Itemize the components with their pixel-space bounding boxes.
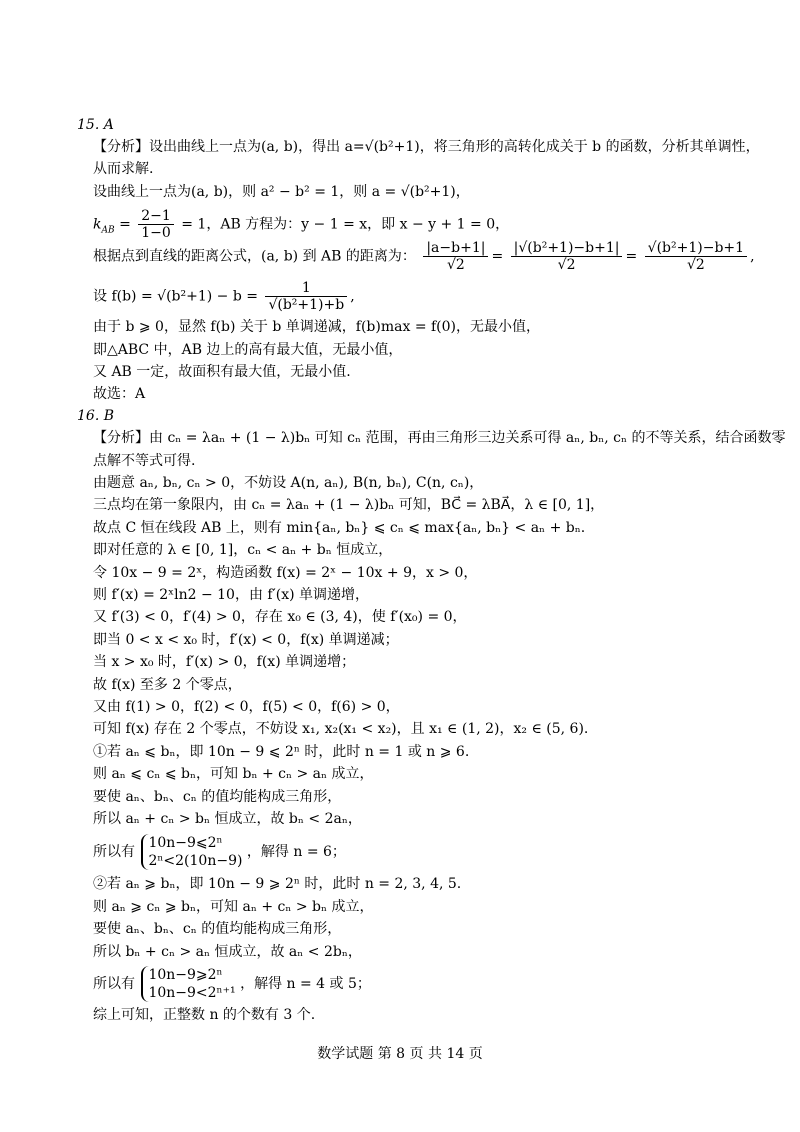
problem-16-answer: 16. B: [77, 408, 115, 424]
p15-line6: 设 f(b) = √(b²+1) − b = $\frac{1}{\text{√(b²+1)+b}}$ ,: [93, 280, 355, 313]
p15-fb-fraction: [265, 280, 347, 313]
p15-line3: 设曲线上一点为(a, b)，则 a² − b² = 1，则 a = √(b²+1)，: [93, 184, 470, 200]
p15-fb-denominator: √(b²+1)+b: [268, 297, 345, 313]
p16-line16: 则 aₙ ⩽ cₙ ⩽ bₙ，可知 bₙ + cₙ > aₙ 成立，: [93, 766, 374, 782]
p16-line21: 则 aₙ ⩾ cₙ ⩾ bₙ，可知 aₙ + cₙ > bₙ 成立，: [93, 899, 374, 915]
p15-line10: 故选：A: [93, 386, 146, 402]
p16-line25: 综上可知，正整数 n 的个数有 3 个.: [93, 1007, 316, 1023]
p15-f1-numerator: |a−b+1|: [423, 240, 488, 257]
p16-analysis-line1: 【分析】由 cₙ = λaₙ + (1 − λ)bₙ 可知 cₙ 范围，再由三角形三边关系可得 aₙ, bₙ, cₙ 的不等关系，结合函数零: [93, 430, 786, 446]
p16-line22: 要使 aₙ、bₙ、cₙ 的值均能构成三角形，: [93, 921, 342, 937]
p16-line14: 可知 f(x) 存在 2 个零点，不妨设 x₁, x₂(x₁ < x₂)，且 x₁ ∈ (1, 2)，x₂ ∈ (5, 6).: [93, 721, 589, 737]
page-footer: 数学试题 第 8 页 共 14 页: [317, 1046, 483, 1062]
p15-line8: 即△ABC 中，AB 边上的高有最大值，无最小值，: [93, 342, 403, 358]
p16-sys1-prefix: 所以有: [93, 844, 135, 860]
p16-line8: 则 f′(x) = 2ˣln2 − 10，由 f′(x) 单调递增，: [93, 587, 370, 603]
p16-line12: 故 f(x) 至多 2 个零点，: [93, 677, 242, 693]
p15-line4: [93, 208, 509, 241]
problem-15-answer: 15. A: [77, 117, 114, 133]
p15-slope-denominator: 1−0: [141, 225, 171, 241]
p15-line9: 又 AB 一定，故面积有最大值，无最小值.: [93, 364, 351, 380]
p16-line23: 所以 bₙ + cₙ > aₙ 恒成立，故 aₙ < 2bₙ，: [93, 944, 362, 960]
p15-distance-fraction-1: [423, 240, 488, 273]
p16-line20: ②若 aₙ ⩾ bₙ，即 10n − 9 ⩾ 2ⁿ 时，此时 n = 2, 3, 4, 5.: [93, 876, 462, 892]
p15-line6-text: 设 f(b) = √(b²+1) − b =: [93, 288, 258, 305]
p16-line5: 故点 C 恒在线段 AB 上，则有 min{aₙ, bₙ} ⩽ cₙ ⩽ max{aₙ, bₙ} < aₙ + bₙ.: [93, 520, 586, 536]
p16-line7: 令 10x − 9 = 2ˣ，构造函数 f(x) = 2ˣ − 10x + 9，x > 0，: [93, 565, 478, 581]
p15-distance-fraction-2: [511, 240, 623, 273]
p16-sys2-bottom: 10n−9<2ⁿ⁺¹: [148, 985, 236, 1001]
p15-analysis-line1: 【分析】设出曲线上一点为(a, b)，得出 a=√(b²+1)，将三角形的高转化成关于 b 的函数，分析其单调性，: [93, 139, 760, 155]
p15-distance-fraction-3: [645, 240, 747, 273]
p16-line11: 当 x > x₀ 时，f′(x) > 0，f(x) 单调递增；: [93, 654, 356, 670]
p16-system-2: [93, 966, 371, 1002]
p16-line10: 即当 0 < x < x₀ 时，f′(x) < 0，f(x) 单调递减；: [93, 632, 399, 648]
p15-f1-denominator: √2: [446, 257, 465, 273]
p16-sys1-bottom: 2ⁿ<2(10n−9): [148, 853, 243, 869]
p16-sys1-top: 10n−9⩽2ⁿ: [148, 835, 223, 851]
p16-sys2-suffix: ，解得 n = 4 或 5；: [240, 976, 371, 992]
p16-line4: 三点均在第一象限内，由 cₙ = λaₙ + (1 − λ)bₙ 可知，BC⃗ = λBA⃗，λ ∈ [0, 1]，: [93, 497, 605, 513]
p16-analysis-line2: 点解不等式可得.: [93, 453, 196, 469]
p15-line5: 根据点到直线的距离公式，(a, b) 到 AB 的距离为： $\frac{|a-b+1|}{√2}$ = $\frac{\text{|√(b²+1)−b+1|}}{√2}$ = $\frac{\text{√(b²+1)−b+1}}{√2}$ ,: [93, 240, 755, 273]
p16-line18: 所以 aₙ + cₙ > bₙ 恒成立，故 bₙ < 2aₙ，: [93, 811, 362, 827]
p15-analysis-line2: 从而求解.: [93, 161, 154, 177]
p16-system-1: [93, 834, 346, 870]
p15-slope-numerator: 2−1: [138, 208, 174, 225]
p15-f3-numerator: √(b²+1)−b+1: [645, 240, 747, 257]
p16-sys2-top: 10n−9⩾2ⁿ: [148, 967, 223, 983]
p16-sys2-brace: [141, 966, 235, 1002]
p16-sys1-brace: [141, 834, 242, 870]
p15-line4-rest: = 1，AB 方程为：y − 1 = x，即 x − y + 1 = 0，: [181, 216, 510, 233]
p15-slope-fraction: [138, 208, 174, 241]
p16-sys2-prefix: 所以有: [93, 976, 135, 992]
p16-line3: 由题意 aₙ, bₙ, cₙ > 0，不妨设 A(n, aₙ), B(n, bₙ), C(n, cₙ)，: [93, 475, 484, 491]
p16-line15: ①若 aₙ ⩽ bₙ，即 10n − 9 ⩽ 2ⁿ 时，此时 n = 1 或 n ⩾ 6.: [93, 744, 470, 760]
p16-line17: 要使 aₙ、bₙ、cₙ 的值均能构成三角形，: [93, 789, 342, 805]
p15-f3-denominator: √2: [686, 257, 705, 273]
p15-line7: 由于 b ⩾ 0，显然 f(b) 关于 b 单调递减，f(b)max = f(0)，无最小值，: [93, 319, 541, 335]
p16-line9: 又 f′(3) < 0，f′(4) > 0，存在 x₀ ∈ (3, 4)，使 f′(x₀) = 0，: [93, 609, 467, 625]
p15-k-symbol: k: [93, 216, 102, 233]
p16-sys1-suffix: ，解得 n = 6；: [246, 844, 346, 860]
p15-k-subscript: AB: [101, 225, 115, 236]
p15-f2-denominator: √2: [557, 257, 576, 273]
p16-line13: 又由 f(1) > 0，f(2) < 0，f(5) < 0，f(6) > 0，: [93, 699, 400, 715]
p15-equals: =: [119, 216, 131, 233]
p15-fb-numerator: 1: [265, 280, 347, 297]
p16-line6: 即对任意的 λ ∈ [0, 1]，cₙ < aₙ + bₙ 恒成立，: [93, 542, 393, 558]
p15-f2-numerator: |√(b²+1)−b+1|: [511, 240, 623, 257]
p15-line5-text: 根据点到直线的距离公式，(a, b) 到 AB 的距离为：: [93, 248, 416, 265]
